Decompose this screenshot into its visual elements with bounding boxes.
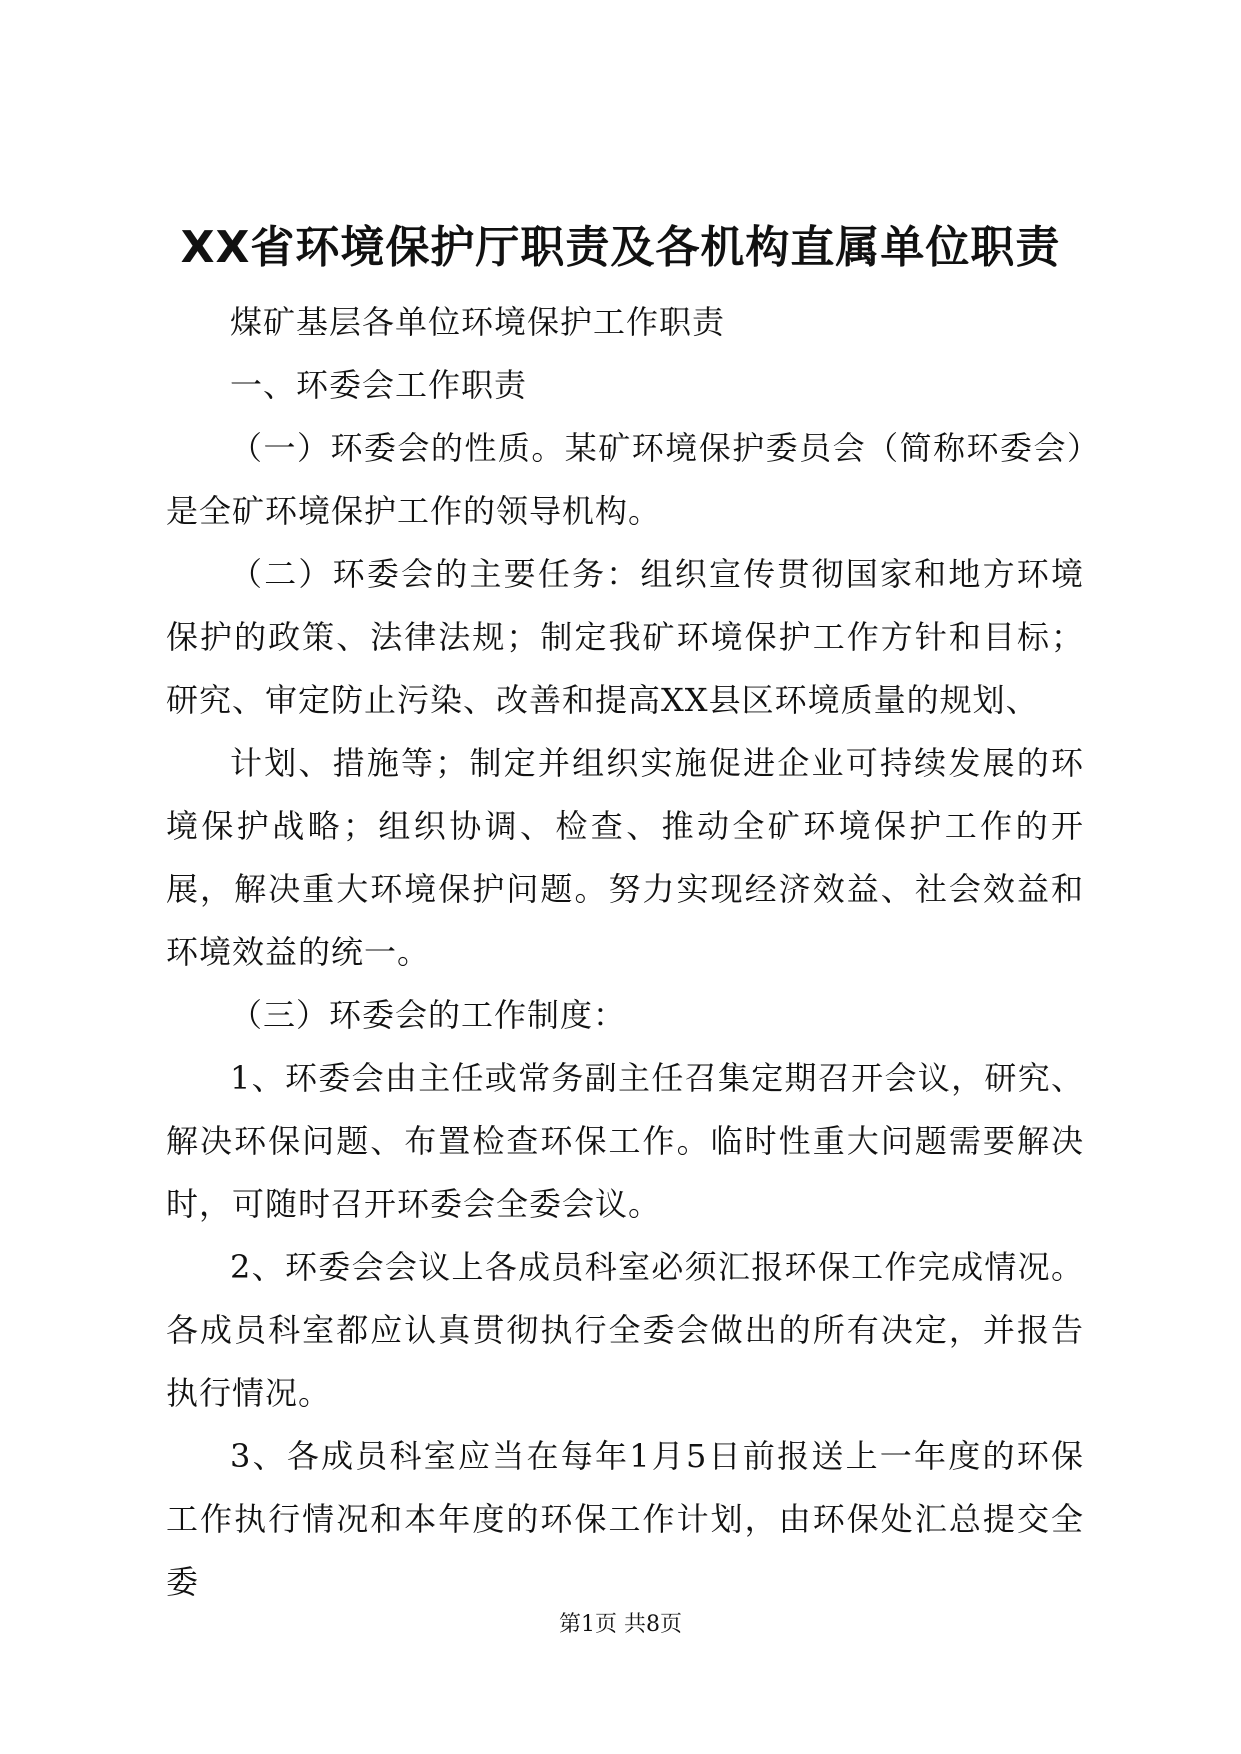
page-footer: 第1页 共8页 xyxy=(559,1612,682,1637)
section-heading: 一、环委会工作职责 xyxy=(230,366,528,404)
paragraph: 1、环委会由主任或常务副主任召集定期召开会议，研究、解决环保问题、布置检查环保工作。临时性重大问题需要解决时，可随时召开环委会全委会议。 xyxy=(166,1059,1084,1223)
paragraph: 2、环委会会议上各成员科室必须汇报环保工作完成情况。各成员科室都应认真贯彻执行全委会做出的所有决定，并报告执行情况。 xyxy=(166,1248,1084,1412)
paragraph: 3、各成员科室应当在每年1月5日前报送上一年度的环保工作执行情况和本年度的环保工作计划，由环保处汇总提交全委 xyxy=(166,1437,1084,1601)
paragraph: （一）环委会的性质。某矿环境保护委员会（简称环委会）是全矿环境保护工作的领导机构。 xyxy=(166,429,1084,530)
document-body xyxy=(166,291,1084,1614)
paragraph: 计划、措施等；制定并组织实施促进企业可持续发展的环境保护战略；组织协调、检查、推动全矿环境保护工作的开展，解决重大环境保护问题。努力实现经济效益、社会效益和环境效益的统一。 xyxy=(166,744,1084,971)
paragraph: （三）环委会的工作制度： xyxy=(230,996,627,1034)
document-title: XX省环境保护厅职责及各机构直属单位职责 xyxy=(180,222,1061,273)
paragraph: 煤矿基层各单位环境保护工作职责 xyxy=(230,303,726,341)
paragraph: （二）环委会的主要任务：组织宣传贯彻国家和地方环境保护的政策、法律法规；制定我矿环境保护工作方针和目标；研究、审定防止污染、改善和提高XX县区环境质量的规划、 xyxy=(166,555,1084,719)
